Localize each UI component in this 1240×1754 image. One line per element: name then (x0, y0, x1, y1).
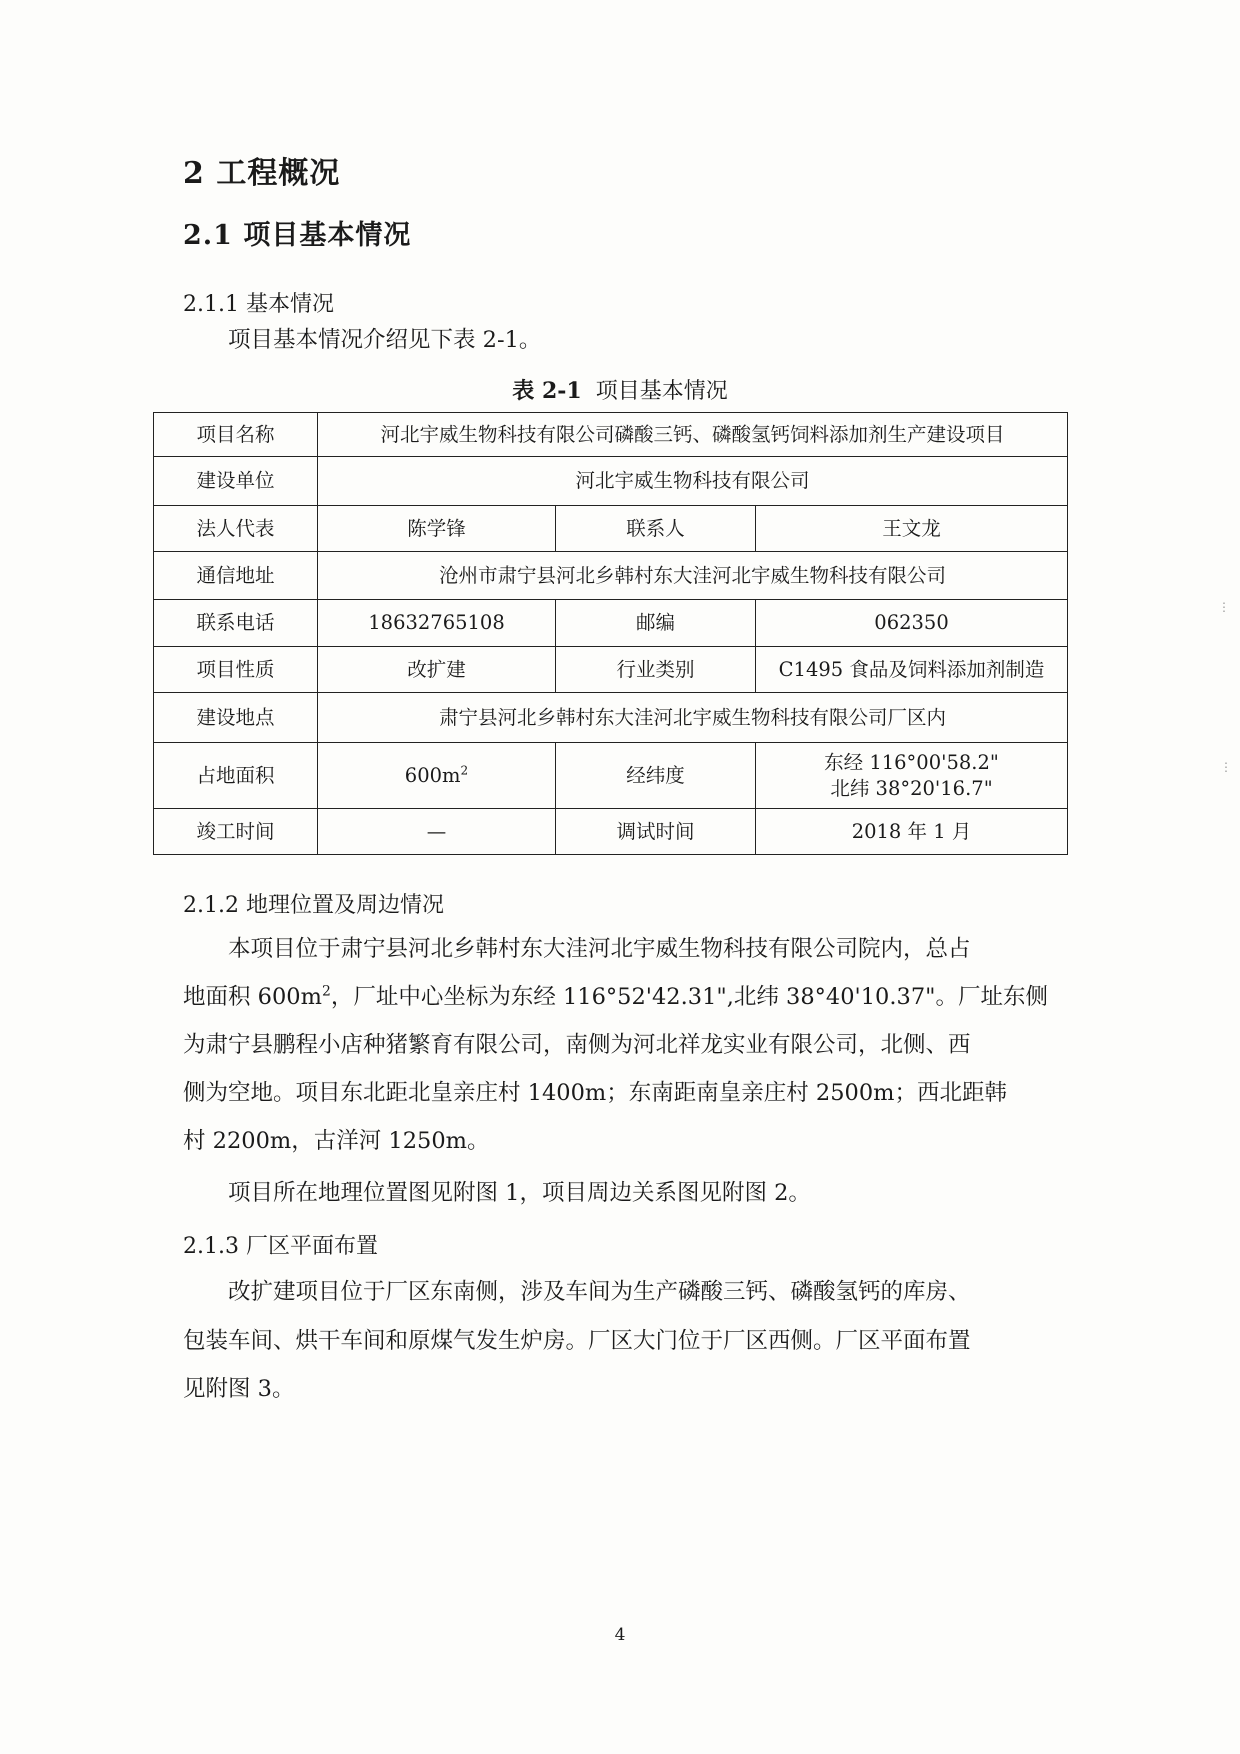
table-caption-number: 表 2-1 (512, 378, 582, 404)
table-row (154, 693, 1068, 743)
latitude-value: 北纬 38°20'16.7" (830, 776, 993, 800)
scan-artifact-icon: ⋮ (1220, 760, 1232, 774)
table-row (154, 413, 1068, 457)
area-value: 600m (404, 763, 461, 787)
table-cell-value: 2018 年 1 月 (756, 809, 1068, 855)
table-row (154, 743, 1068, 809)
table-cell-label: 邮编 (556, 600, 756, 647)
table-row (154, 600, 1068, 647)
section-heading: 2.1 项目基本情况 (183, 220, 412, 251)
table-cell-label: 通信地址 (154, 552, 318, 600)
table-cell-label: 联系人 (556, 506, 756, 552)
table-cell-label: 联系电话 (154, 600, 318, 647)
intro-paragraph: 项目基本情况介绍见下表 2-1。 (228, 327, 542, 353)
table-caption (0, 374, 1240, 405)
table-cell-value: 沧州市肃宁县河北乡韩村东大洼河北宇威生物科技有限公司 (318, 552, 1068, 600)
location-line: 本项目位于肃宁县河北乡韩村东大洼河北宇威生物科技有限公司院内，总占 (228, 936, 971, 962)
project-info-table (153, 412, 1068, 855)
table-cell-value: 062350 (756, 600, 1068, 647)
table-cell-value: 改扩建 (318, 647, 556, 693)
table-cell-label: 建设单位 (154, 457, 318, 506)
subsection-heading-basic: 2.1.1 基本情况 (183, 292, 334, 317)
table-cell-value: 河北宇威生物科技有限公司 (318, 457, 1068, 506)
scan-artifact-icon: ⋮ (1218, 600, 1230, 614)
table-cell-label: 调试时间 (556, 809, 756, 855)
location-line: 侧为空地。项目东北距北皇亲庄村 1400m；东南距南皇亲庄村 2500m；西北距韩 (183, 1080, 1007, 1106)
table-row (154, 647, 1068, 693)
location-superscript: 2 (321, 983, 331, 1000)
location-text: 地面积 600m (183, 984, 322, 1010)
layout-line: 改扩建项目位于厂区东南侧，涉及车间为生产磷酸三钙、磷酸氢钙的库房、 (228, 1279, 971, 1305)
table-caption-title: 项目基本情况 (595, 379, 728, 404)
table-cell-value: 河北宇威生物科技有限公司磷酸三钙、磷酸氢钙饲料添加剂生产建设项目 (318, 413, 1068, 457)
figures-reference: 项目所在地理位置图见附图 1，项目周边关系图见附图 2。 (228, 1180, 811, 1206)
table-cell-label: 经纬度 (556, 743, 756, 809)
table-cell-label: 法人代表 (154, 506, 318, 552)
table-row (154, 552, 1068, 600)
table-row (154, 506, 1068, 552)
table-row (154, 809, 1068, 855)
location-line: 村 2200m，古洋河 1250m。 (183, 1128, 490, 1154)
table-row (154, 457, 1068, 506)
subsection-heading-layout: 2.1.3 厂区平面布置 (183, 1234, 378, 1259)
location-line (183, 975, 1048, 1019)
area-superscript: 2 (460, 763, 469, 777)
table-cell-value (756, 743, 1068, 809)
location-text: ，厂址中心坐标为东经 116°52'42.31",北纬 38°40'10.37"。厂址东侧 (330, 984, 1049, 1010)
longitude-value: 东经 116°00'58.2" (824, 750, 999, 774)
table-cell-value: — (318, 809, 556, 855)
layout-line: 见附图 3。 (183, 1376, 295, 1402)
table-cell-label: 占地面积 (154, 743, 318, 809)
table-cell-label: 项目性质 (154, 647, 318, 693)
table-cell-value: C1495 食品及饲料添加剂制造 (756, 647, 1068, 693)
table-cell-label: 行业类别 (556, 647, 756, 693)
table-cell-label: 竣工时间 (154, 809, 318, 855)
location-line: 为肃宁县鹏程小店种猪繁育有限公司，南侧为河北祥龙实业有限公司，北侧、西 (183, 1032, 971, 1058)
table-cell-value: 陈学锋 (318, 506, 556, 552)
table-cell-value: 肃宁县河北乡韩村东大洼河北宇威生物科技有限公司厂区内 (318, 693, 1068, 743)
table-cell-label: 建设地点 (154, 693, 318, 743)
table-cell-label: 项目名称 (154, 413, 318, 457)
layout-line: 包装车间、烘干车间和原煤气发生炉房。厂区大门位于厂区西侧。厂区平面布置 (183, 1328, 971, 1354)
table-cell-value (318, 743, 556, 809)
subsection-heading-location: 2.1.2 地理位置及周边情况 (183, 893, 444, 918)
table-cell-value: 18632765108 (318, 600, 556, 647)
page-number: 4 (614, 1625, 626, 1645)
table-cell-value: 王文龙 (756, 506, 1068, 552)
chapter-heading: 2 工程概况 (183, 156, 341, 191)
